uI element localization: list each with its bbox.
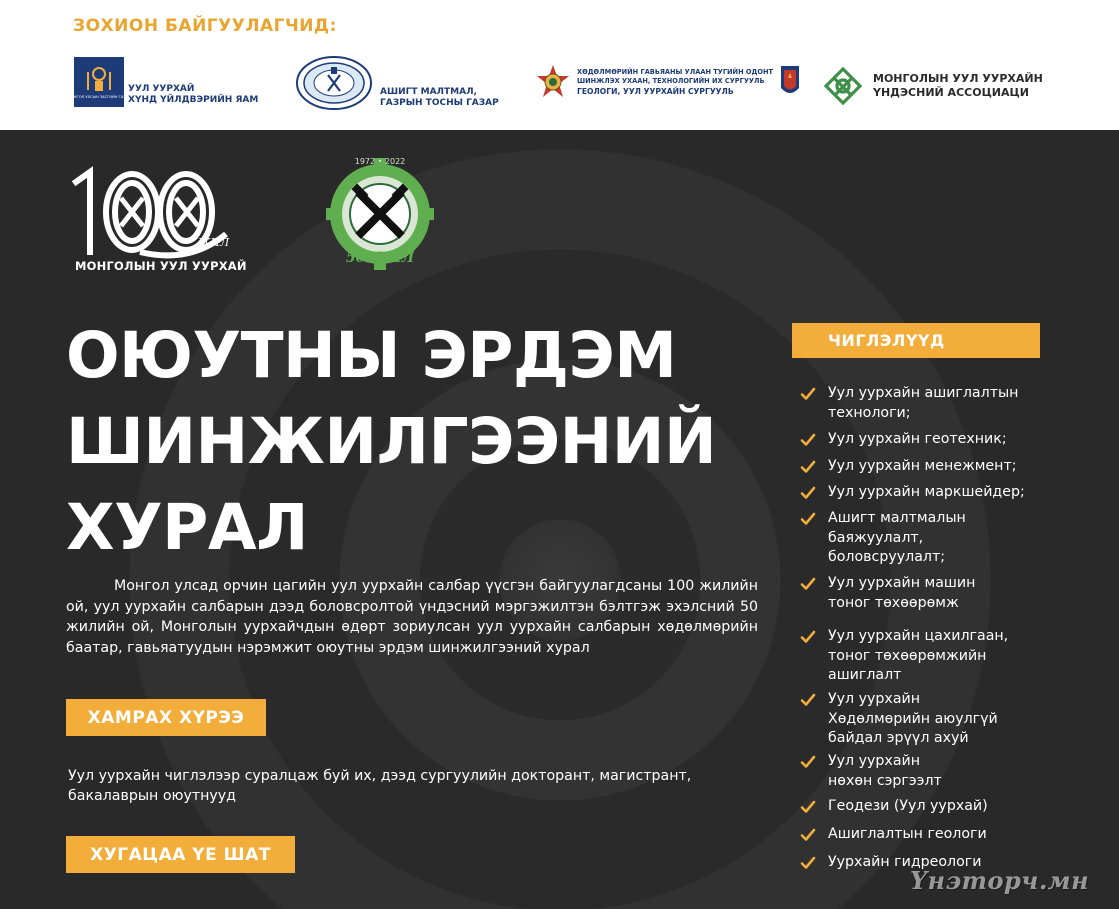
org-mining-association-text	[873, 72, 1043, 100]
org-mineral-agency-line-1: АШИГТ МАЛТМАЛ,	[380, 87, 477, 97]
checkmark-icon	[800, 629, 816, 645]
direction-item-line: технологи;	[828, 404, 911, 421]
university-order-emblem-icon	[535, 64, 571, 100]
org-university-line-2: ШИНЖЛЭХ УХААН, ТЕХНОЛОГИЙН ИХ СУРГУУЛЬ	[577, 77, 765, 86]
direction-item-line: Ашиглалтын геологи	[828, 826, 987, 842]
org-university-text	[577, 68, 773, 97]
jubilee-years: 1972 • 2022	[354, 157, 406, 166]
direction-item-line: нөхөн сэргээлт	[828, 772, 942, 789]
direction-item	[800, 430, 1040, 450]
direction-item-line: тоног төхөөрөмжийн	[828, 647, 987, 664]
checkmark-icon	[800, 485, 816, 501]
direction-item-line: Уул уурхайн машин	[828, 575, 976, 591]
scope-badge: ХАМРАХ ХҮРЭЭ	[66, 699, 266, 736]
org-university-line-3: ГЕОЛОГИ, УУЛ УУРХАЙН СУРГУУЛЬ	[577, 86, 734, 96]
direction-item-text	[828, 797, 988, 817]
centennial-100-logo-icon	[70, 168, 235, 260]
direction-item-line: Уул уурхайн маркшейдер;	[828, 484, 1025, 500]
emblem-text-1: МОНГОЛ УЛСЫН ЗАСГИЙН ГАЗАР	[67, 95, 131, 99]
direction-item	[800, 457, 1040, 477]
school-shield-icon	[779, 64, 801, 100]
direction-item-text	[828, 574, 975, 613]
title-line-2: ШИНЖИЛГЭЭНИЙ	[66, 405, 717, 478]
checkmark-icon	[800, 511, 816, 527]
direction-item	[800, 797, 1040, 817]
direction-item-line: ашиглалт	[828, 667, 902, 683]
title-line-3: ХУРАЛ	[66, 491, 308, 564]
organizers-header	[0, 0, 1119, 130]
direction-item-text	[828, 509, 966, 568]
direction-item-line: баяжуулалт,	[828, 529, 924, 546]
checkmark-icon	[800, 386, 816, 402]
org-mining-association	[822, 66, 1043, 106]
direction-item-line: Хөдөлмөрийн аюулгүй	[828, 710, 998, 727]
direction-item-line: Уул уурхайн ашиглалтын	[828, 385, 1019, 401]
title-line-1: ОЮУТНЫ ЭРДЭМ	[66, 319, 677, 392]
checkmark-icon	[800, 576, 816, 592]
direction-item-line: Уул уурхайн цахилгаан,	[828, 628, 1009, 644]
org-mining-association-line-2: ҮНДЭСНИЙ АССОЦИАЦИ	[873, 86, 1029, 99]
org-ministry-text	[128, 84, 258, 106]
direction-item-line: Уул уурхайн менежмент;	[828, 458, 1017, 474]
jubilee-label: 50 ЖИЛ	[345, 250, 415, 266]
org-ministry-line-1: УУЛ УУРХАЙ	[128, 84, 195, 94]
direction-item-text	[828, 752, 942, 791]
direction-item-line: Уул уурхайн	[828, 691, 921, 707]
centennial-caption: МОНГОЛЫН УУЛ УУРХАЙ	[75, 259, 247, 273]
direction-item	[800, 752, 1040, 791]
checkmark-icon	[800, 459, 816, 475]
org-ministry	[67, 57, 259, 107]
timeline-badge: ХУГАЦАА ҮЕ ШАТ	[66, 836, 295, 873]
direction-item-line: тоног төхөөрөмж	[828, 594, 959, 611]
direction-item-text	[828, 483, 1025, 503]
direction-item-line: Уурхайн гидреологи	[828, 854, 982, 870]
checkmark-icon	[800, 799, 816, 815]
mineral-resources-agency-emblem-icon	[295, 55, 373, 111]
direction-item-line: Геодези (Уул уурхай)	[828, 798, 988, 814]
org-mining-association-line-1: МОНГОЛЫН УУЛ УУРХАЙН	[873, 72, 1043, 85]
direction-item-text	[828, 457, 1016, 477]
direction-item	[800, 627, 1040, 686]
organizers-label: ЗОХИОН БАЙГУУЛАГЧИД:	[73, 16, 337, 36]
direction-item-line: боловсруулалт;	[828, 549, 946, 565]
directions-badge: ЧИГЛЭЛҮҮД	[792, 323, 1040, 358]
org-ministry-line-2: ХҮНД ҮЙЛДВЭРИЙН ЯАМ	[128, 95, 259, 105]
checkmark-icon	[800, 754, 816, 770]
org-mineral-agency	[295, 55, 499, 111]
direction-item	[800, 509, 1040, 568]
direction-item-text	[828, 384, 1018, 423]
checkmark-icon	[800, 432, 816, 448]
checkmark-icon	[800, 692, 816, 708]
direction-item-line: байдал эрүүл ахуй	[828, 730, 969, 746]
scope-text: Уул уурхайн чиглэлээр суралцаж буй их, дээд сургуулийн докторант, магистрант, бакалаврын оюутнууд	[68, 768, 692, 804]
intro-paragraph: Монгол улсад орчин цагийн уул уурхайн салбар үүсгэн байгуулагдсаны 100 жилийн ой, уул уурхайн салбарын дээд боловсролтой үндэсний мэргэжилтэн бэлтгэж эхэлсний 50 жилийн ой, Монголын уурхайчдын өдөрт зориулсан уул уурхайн салбарын хөдөлмөрийн баатар, гавьяатуудын нэрэмжит оюутны эрдэм шинжилгээний хурал	[66, 578, 758, 656]
page-title	[66, 313, 786, 571]
direction-item	[800, 483, 1040, 503]
org-mineral-agency-line-2: ГАЗРЫН ТОСНЫ ГАЗАР	[380, 98, 499, 108]
direction-item	[800, 574, 1040, 613]
jubilee-50-years-emblem-icon	[326, 150, 434, 272]
direction-item-line: Уул уурхайн геотехник;	[828, 431, 1007, 447]
mongolia-soyombo-emblem-icon	[67, 57, 131, 107]
direction-item-text	[828, 627, 1008, 686]
org-university-line-1: ХӨДӨЛМӨРИЙН ГАВЬЯАНЫ УЛААН ТУГИЙН ОДОНТ	[577, 67, 773, 76]
direction-item	[800, 825, 1040, 845]
org-mineral-agency-text	[380, 87, 499, 109]
direction-item	[800, 690, 1040, 749]
direction-item-text	[828, 825, 987, 845]
direction-item	[800, 384, 1040, 423]
direction-item-line: Ашигт малтмалын	[828, 510, 966, 526]
centennial-suffix: ЖИЛ	[198, 236, 230, 249]
mining-association-knot-icon	[822, 66, 864, 106]
site-watermark: Үнэторч.мн	[910, 866, 1090, 895]
direction-item-text	[828, 430, 1007, 450]
direction-item-text	[828, 690, 998, 749]
checkmark-icon	[800, 827, 816, 843]
checkmark-icon	[800, 855, 816, 871]
direction-item-line: Уул уурхайн	[828, 753, 921, 769]
org-university	[535, 64, 801, 100]
